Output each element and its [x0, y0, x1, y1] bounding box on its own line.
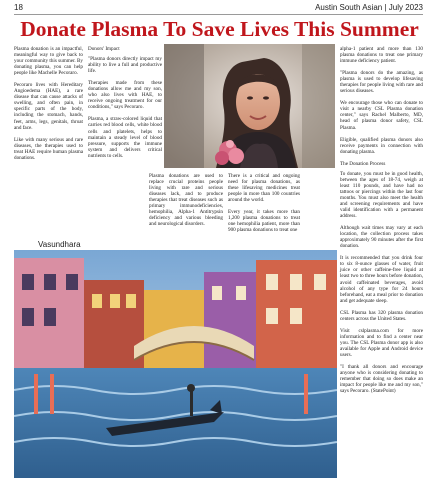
venice-painting	[14, 250, 337, 478]
portrait-photo	[164, 44, 335, 168]
article-headline: Donate Plasma To Save Lives This Summer	[20, 17, 419, 41]
paragraph: We encourage those who can donate to visit a nearby CSL Plasma donation center," says Rachel Malberto, MD, head of plasma donor safety, CSL Plasma.	[340, 100, 423, 131]
paragraph: CSL Plasma has 320 plasma donation centers across the United States.	[340, 309, 423, 322]
author-first-name: Vasundhara	[38, 240, 81, 249]
paragraph: There is a critical and ongoing need for plasma donations, as these lifesaving medicines treat people in more than 100 countries around the world.	[228, 173, 300, 204]
text-column-5	[340, 46, 423, 400]
text-column-4	[228, 173, 300, 239]
paragraph: Therapies made from these donations allow me and my son, who also lives with HAE, to receive ongoing treatment for our conditions," says Pecoraro.	[88, 80, 162, 111]
text-column-3	[149, 173, 223, 233]
paragraph: "Plasma donors do the amazing, as plasma is used to develop lifesaving therapies for people living with rare and serious diseases.	[340, 70, 423, 95]
section-subhead: Donors' Impact	[88, 46, 120, 52]
paragraph: Although wait times may vary at each location, the collection process takes approximately 90 minutes after the first donation.	[340, 225, 423, 250]
text-column-1	[14, 46, 83, 167]
paragraph: To donate, you must be in good health, between the ages of 18-74, weigh at least 110 pounds, and have had no tattoos or piercings within the last four months. You must also meet the health and screening requirements and have valid identification with a permanent address.	[340, 170, 423, 220]
paragraph: alpha-1 patient and more than 130 plasma donations to treat one primary immune deficiency patient.	[340, 46, 423, 65]
paragraph: Plasma, a straw-colored liquid that carries red blood cells, white blood cells and platelets, helps to maintain a steady level of blood pressure, supports the immune system and delivers critical nutrients to cells.	[88, 116, 162, 159]
paragraph: Pecoraro lives with Hereditary Angioedema (HAE), a rare disease that can cause attacks of swelling, and often pain, in specific parts of the body, including the stomach, hands, feet, arms, legs, genitals, throat and face.	[14, 82, 83, 131]
paragraph: Like with many serious and rare diseases, the therapies used to treat HAE require human plasma donations.	[14, 136, 83, 161]
paragraph: Plasma donations are used to replace crucial proteins people living with rare and serious diseases lack, and to produce therapies that treat diseases such as primary immunodeficiencies, hemophilia, Alpha-1 Antitrypsin deficiency and various bleeding and neurological disorders.	[149, 173, 223, 228]
paragraph: Every year, it takes more than 1,200 plasma donations to treat one hemophilia patient, more than 900 plasma donations to treat one	[228, 209, 300, 234]
paragraph: Plasma donation is an impactful, meaningful way to give back to your community this summer. By donating plasma, you can help people like Machelle Pecoraro.	[14, 46, 83, 77]
paragraph: "I thank all donors and encourage anyone who is considering donating to remember that doing so does make an impact for people like me and my son," says Pecoraro. (StatePoint)	[340, 364, 423, 395]
painting-graphic	[14, 250, 337, 478]
header-rule	[14, 14, 423, 15]
text-column-2	[88, 46, 162, 165]
paragraph: Visit cslplasma.com for more information and to find a center near you. The CSL Plasma donor app is also available for Apple and Android device users.	[340, 327, 423, 358]
paragraph: "Plasma donors directly impact my ability to live a full and productive life.	[88, 56, 162, 75]
page-number: 18	[14, 3, 23, 12]
paragraph: It is recommended that you drink four to six 8-ounce glasses of water, fruit juice or other caffeine-free liquid at least two to three hours before donation, avoid caffeinated beverages, avoid alcohol of any type for 24 hours beforehand, eat a meal prior to donation and get adequate sleep.	[340, 255, 423, 304]
paragraph: Eligible, qualified plasma donors also receive payments in connection with donating plasma.	[340, 136, 423, 155]
publication-info: Austin South Asian | July 2023	[315, 3, 423, 12]
portrait-photo-graphic	[164, 44, 335, 168]
section-subhead: The Donation Process	[340, 160, 386, 167]
